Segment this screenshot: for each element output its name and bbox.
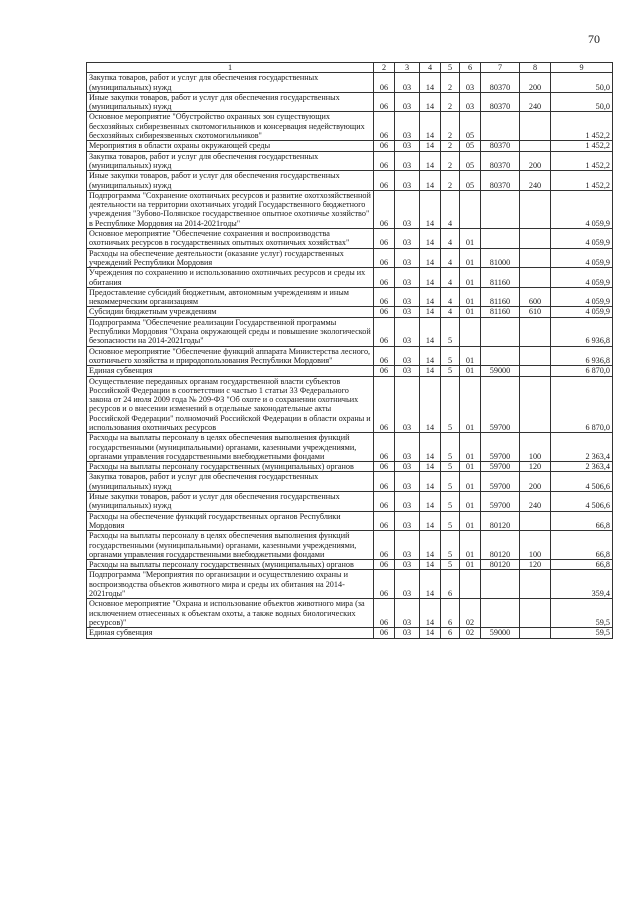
cell-amount: 1 452,2	[551, 112, 613, 141]
row-name: Основное мероприятие "Обеспечение функций аппарата Министерства лесного, охотничьего хозяйства и природопользования Республики Мордовия"	[87, 346, 374, 366]
cell-code: 03	[395, 346, 420, 366]
cell-code	[481, 229, 520, 249]
cell-code: 81160	[481, 287, 520, 307]
cell-code: 03	[395, 570, 420, 599]
cell-code: 14	[420, 462, 441, 472]
row-name: Учреждения по сохранению и использованию охотничьих ресурсов и среды их обитания	[87, 268, 374, 288]
row-name: Расходы на обеспечение деятельности (оказание услуг) государственных учреждений Республики Мордовия	[87, 248, 374, 268]
cell-amount: 50,0	[551, 73, 613, 93]
cell-code: 14	[420, 599, 441, 628]
cell-code: 02	[460, 599, 481, 628]
cell-code: 03	[395, 599, 420, 628]
cell-code: 14	[420, 560, 441, 570]
cell-code: 14	[420, 287, 441, 307]
cell-amount: 6 870,0	[551, 366, 613, 376]
cell-code: 01	[460, 366, 481, 376]
cell-code: 2	[441, 73, 460, 93]
cell-code: 80120	[481, 531, 520, 560]
column-header: 7	[481, 63, 520, 73]
cell-code	[481, 112, 520, 141]
cell-code	[520, 511, 551, 531]
cell-code: 200	[520, 472, 551, 492]
row-name: Расходы на выплаты персоналу в целях обеспечения выполнения функций государственными (муниципальными) органами, казенными учреждениями, органами управления государственными внебюджетными фондами	[87, 433, 374, 462]
cell-code: 5	[441, 531, 460, 560]
cell-code: 03	[395, 628, 420, 638]
column-header: 5	[441, 63, 460, 73]
cell-code: 5	[441, 472, 460, 492]
cell-code: 06	[374, 141, 395, 151]
cell-code: 6	[441, 570, 460, 599]
cell-code: 05	[460, 171, 481, 191]
cell-code: 03	[395, 171, 420, 191]
row-name: Предоставление субсидий бюджетным, автономным учреждениям и иным некоммерческим организациям	[87, 287, 374, 307]
cell-code: 59000	[481, 628, 520, 638]
column-header: 1	[87, 63, 374, 73]
cell-code: 03	[395, 92, 420, 112]
cell-code	[481, 346, 520, 366]
cell-code: 06	[374, 531, 395, 560]
cell-code: 81160	[481, 268, 520, 288]
table-row	[87, 151, 613, 171]
cell-amount: 4 506,6	[551, 472, 613, 492]
cell-code: 2	[441, 141, 460, 151]
cell-code: 100	[520, 531, 551, 560]
table-row	[87, 248, 613, 268]
cell-code: 6	[441, 599, 460, 628]
row-name: Единая субвенция	[87, 628, 374, 638]
table-row	[87, 229, 613, 249]
cell-code: 05	[460, 112, 481, 141]
cell-code: 14	[420, 472, 441, 492]
cell-code: 14	[420, 317, 441, 346]
row-name: Подпрограмма "Обеспечение реализации Государственной программы Республики Мордовия "Охрана окружающей среды и повышение экологической безопасности на 2014-2021годы"	[87, 317, 374, 346]
cell-code: 01	[460, 229, 481, 249]
cell-amount: 359,4	[551, 570, 613, 599]
cell-code: 06	[374, 317, 395, 346]
row-name: Иные закупки товаров, работ и услуг для обеспечения государственных (муниципальных) нужд	[87, 92, 374, 112]
cell-code	[520, 376, 551, 433]
cell-code: 14	[420, 531, 441, 560]
cell-code: 200	[520, 73, 551, 93]
cell-code: 05	[460, 151, 481, 171]
cell-code: 14	[420, 92, 441, 112]
cell-code: 80120	[481, 560, 520, 570]
table-row	[87, 560, 613, 570]
cell-amount: 1 452,2	[551, 171, 613, 191]
row-name: Иные закупки товаров, работ и услуг для обеспечения государственных (муниципальных) нужд	[87, 171, 374, 191]
cell-code: 59700	[481, 492, 520, 512]
cell-code: 06	[374, 112, 395, 141]
cell-code: 03	[395, 190, 420, 228]
cell-code: 01	[460, 531, 481, 560]
row-name: Закупка товаров, работ и услуг для обеспечения государственных (муниципальных) нужд	[87, 472, 374, 492]
cell-code: 01	[460, 307, 481, 317]
cell-code: 03	[395, 492, 420, 512]
cell-code	[520, 628, 551, 638]
cell-code: 610	[520, 307, 551, 317]
column-header: 6	[460, 63, 481, 73]
cell-amount: 1 452,2	[551, 151, 613, 171]
cell-code: 06	[374, 92, 395, 112]
cell-code: 81000	[481, 248, 520, 268]
cell-code: 06	[374, 73, 395, 93]
column-header: 3	[395, 63, 420, 73]
cell-code: 03	[395, 560, 420, 570]
cell-code: 03	[395, 112, 420, 141]
cell-code: 03	[395, 472, 420, 492]
cell-code: 200	[520, 151, 551, 171]
cell-code: 14	[420, 376, 441, 433]
cell-code: 14	[420, 492, 441, 512]
table-row	[87, 472, 613, 492]
cell-code	[520, 346, 551, 366]
cell-code: 14	[420, 151, 441, 171]
row-name: Подпрограмма "Мероприятия по организации и осуществлению охраны и воспроизводства объектов животного мира и среды их обитания на 2014-2021годы"	[87, 570, 374, 599]
table-row	[87, 268, 613, 288]
cell-code: 01	[460, 472, 481, 492]
row-name: Расходы на выплаты персоналу государственных (муниципальных) органов	[87, 560, 374, 570]
cell-code: 06	[374, 366, 395, 376]
cell-code: 59700	[481, 376, 520, 433]
cell-code: 14	[420, 141, 441, 151]
cell-code: 01	[460, 248, 481, 268]
cell-code: 03	[460, 92, 481, 112]
table-row	[87, 366, 613, 376]
row-name: Осуществление переданных органам государственной власти субъектов Российской Федерации в соответствии с частью 1 статьи 33 Федерального закона от 24 июля 2009 года № 209-ФЗ "Об охоте и о сохранении охотничьих ресурсов и о внесении изменений в отдельные законодательные акты Российской Федерации" полномочий Российской Федерации в области охраны и использования охотничьих ресурсов	[87, 376, 374, 433]
cell-code: 100	[520, 433, 551, 462]
cell-code: 06	[374, 492, 395, 512]
row-name: Основное мероприятие "Обустройство охранных зон существующих бесхозяйных сибирезвенных скотомогильников и консервация недействующих бесхозяйных сибиреязвенных скотомогильников"	[87, 112, 374, 141]
cell-code: 14	[420, 112, 441, 141]
cell-code: 14	[420, 248, 441, 268]
cell-code: 14	[420, 307, 441, 317]
table-body	[87, 73, 613, 638]
cell-code: 06	[374, 376, 395, 433]
table-row	[87, 376, 613, 433]
table-row	[87, 317, 613, 346]
cell-code	[520, 268, 551, 288]
cell-code: 4	[441, 190, 460, 228]
cell-code	[520, 599, 551, 628]
cell-code: 06	[374, 171, 395, 191]
cell-code: 03	[395, 141, 420, 151]
cell-code: 03	[395, 268, 420, 288]
column-header: 2	[374, 63, 395, 73]
cell-amount: 4 506,6	[551, 492, 613, 512]
cell-code	[481, 317, 520, 346]
cell-code: 80370	[481, 73, 520, 93]
table-row	[87, 73, 613, 93]
row-name: Основное мероприятие "Охрана и использование объектов животного мира (за исключением отнесенных к объектам охоты, а также водных биологических ресурсов)"	[87, 599, 374, 628]
cell-code: 14	[420, 190, 441, 228]
table-row	[87, 287, 613, 307]
cell-code: 80370	[481, 151, 520, 171]
row-name: Закупка товаров, работ и услуг для обеспечения государственных (муниципальных) нужд	[87, 151, 374, 171]
cell-code: 240	[520, 171, 551, 191]
row-name: Основное мероприятие "Обеспечение сохранения и воспроизводства охотничьих ресурсов в государственных опытных охотничьих хозяйствах"	[87, 229, 374, 249]
cell-code	[520, 141, 551, 151]
table-row	[87, 599, 613, 628]
cell-amount: 4 059,9	[551, 248, 613, 268]
cell-code: 5	[441, 560, 460, 570]
table-row	[87, 346, 613, 366]
cell-code: 240	[520, 92, 551, 112]
cell-amount: 4 059,9	[551, 287, 613, 307]
cell-code: 01	[460, 560, 481, 570]
cell-code: 4	[441, 287, 460, 307]
table-row	[87, 570, 613, 599]
cell-code	[460, 190, 481, 228]
cell-code	[520, 229, 551, 249]
cell-code: 5	[441, 317, 460, 346]
cell-code	[481, 190, 520, 228]
cell-code: 80370	[481, 92, 520, 112]
cell-code: 5	[441, 376, 460, 433]
cell-code: 5	[441, 511, 460, 531]
cell-code: 06	[374, 472, 395, 492]
cell-code: 2	[441, 112, 460, 141]
row-name: Расходы на обеспечение функций государственных органов Республики Мордовия	[87, 511, 374, 531]
row-name: Единая субвенция	[87, 366, 374, 376]
cell-code: 06	[374, 268, 395, 288]
cell-code	[481, 599, 520, 628]
cell-amount: 4 059,9	[551, 190, 613, 228]
cell-code: 03	[395, 151, 420, 171]
page-number: 70	[588, 32, 600, 46]
table-row	[87, 628, 613, 638]
cell-code: 01	[460, 511, 481, 531]
table-row	[87, 492, 613, 512]
cell-code: 03	[395, 73, 420, 93]
cell-code: 80370	[481, 141, 520, 151]
cell-amount: 6 936,8	[551, 346, 613, 366]
cell-code: 03	[395, 433, 420, 462]
cell-code: 4	[441, 229, 460, 249]
row-name: Иные закупки товаров, работ и услуг для обеспечения государственных (муниципальных) нужд	[87, 492, 374, 512]
cell-code: 14	[420, 171, 441, 191]
cell-code	[520, 112, 551, 141]
table-row	[87, 141, 613, 151]
cell-code	[481, 570, 520, 599]
row-name: Расходы на выплаты персоналу в целях обеспечения выполнения функций государственными (муниципальными) органами, казенными учреждениями, органами управления государственными внебюджетными фондами	[87, 531, 374, 560]
cell-code	[520, 248, 551, 268]
cell-code: 06	[374, 570, 395, 599]
cell-code: 14	[420, 628, 441, 638]
cell-code: 01	[460, 492, 481, 512]
cell-code: 01	[460, 346, 481, 366]
cell-code: 5	[441, 366, 460, 376]
cell-code: 03	[395, 511, 420, 531]
column-header: 4	[420, 63, 441, 73]
cell-code: 03	[395, 287, 420, 307]
cell-code: 06	[374, 462, 395, 472]
cell-code: 03	[395, 229, 420, 249]
cell-code: 01	[460, 268, 481, 288]
cell-amount: 59,5	[551, 628, 613, 638]
cell-amount: 2 363,4	[551, 462, 613, 472]
cell-code: 14	[420, 73, 441, 93]
cell-amount: 4 059,9	[551, 268, 613, 288]
cell-code: 14	[420, 229, 441, 249]
row-name: Мероприятия в области охраны окружающей среды	[87, 141, 374, 151]
cell-code: 59700	[481, 472, 520, 492]
cell-code: 59000	[481, 366, 520, 376]
cell-amount: 6 936,8	[551, 317, 613, 346]
cell-code: 06	[374, 599, 395, 628]
cell-code	[460, 317, 481, 346]
cell-code	[520, 317, 551, 346]
cell-amount: 2 363,4	[551, 433, 613, 462]
row-name: Расходы на выплаты персоналу государственных (муниципальных) органов	[87, 462, 374, 472]
cell-code: 2	[441, 171, 460, 191]
cell-code: 01	[460, 376, 481, 433]
cell-code: 06	[374, 248, 395, 268]
cell-amount: 66,8	[551, 511, 613, 531]
cell-amount: 66,8	[551, 531, 613, 560]
cell-code: 4	[441, 248, 460, 268]
cell-code: 03	[395, 462, 420, 472]
row-name: Субсидии бюджетным учреждениям	[87, 307, 374, 317]
cell-code: 14	[420, 366, 441, 376]
cell-code: 5	[441, 346, 460, 366]
cell-code: 600	[520, 287, 551, 307]
table-row	[87, 307, 613, 317]
row-name: Подпрограмма "Сохранение охотничьих ресурсов и развитие охотхозяйственной деятельности на территории охотничьих угодий Государственного бюджетного учреждения "Зубово-Полянское государственное опытное охотничье хозяйство" в Республике Мордовия на 2014-2021годы"	[87, 190, 374, 228]
cell-code: 03	[395, 366, 420, 376]
table-row	[87, 190, 613, 228]
cell-code: 02	[460, 628, 481, 638]
cell-code: 2	[441, 92, 460, 112]
cell-code: 14	[420, 346, 441, 366]
cell-code: 14	[420, 268, 441, 288]
column-header: 9	[551, 63, 613, 73]
table-row	[87, 433, 613, 462]
cell-code: 240	[520, 492, 551, 512]
cell-amount: 59,5	[551, 599, 613, 628]
cell-code: 2	[441, 151, 460, 171]
cell-code: 80370	[481, 171, 520, 191]
column-header: 8	[520, 63, 551, 73]
cell-code: 06	[374, 229, 395, 249]
cell-code: 59700	[481, 462, 520, 472]
cell-amount: 1 452,2	[551, 141, 613, 151]
cell-code: 14	[420, 433, 441, 462]
cell-code: 06	[374, 433, 395, 462]
cell-code: 5	[441, 492, 460, 512]
table-row	[87, 531, 613, 560]
cell-code	[520, 190, 551, 228]
cell-code: 03	[395, 531, 420, 560]
cell-code: 03	[395, 317, 420, 346]
cell-code: 59700	[481, 433, 520, 462]
cell-code: 06	[374, 511, 395, 531]
cell-code: 06	[374, 151, 395, 171]
cell-code: 06	[374, 628, 395, 638]
table-header-row	[87, 63, 613, 73]
cell-code: 4	[441, 268, 460, 288]
table-row	[87, 511, 613, 531]
cell-amount: 4 059,9	[551, 229, 613, 249]
cell-amount: 4 059,9	[551, 307, 613, 317]
budget-table	[86, 62, 613, 639]
cell-code: 06	[374, 190, 395, 228]
cell-code: 03	[395, 248, 420, 268]
row-name: Закупка товаров, работ и услуг для обеспечения государственных (муниципальных) нужд	[87, 73, 374, 93]
cell-code: 06	[374, 560, 395, 570]
cell-amount: 6 870,0	[551, 376, 613, 433]
cell-code: 6	[441, 628, 460, 638]
cell-code: 14	[420, 570, 441, 599]
cell-code	[460, 570, 481, 599]
table-row	[87, 112, 613, 141]
cell-code: 5	[441, 433, 460, 462]
cell-code: 03	[395, 307, 420, 317]
cell-code: 01	[460, 462, 481, 472]
cell-code: 03	[460, 73, 481, 93]
table-row	[87, 462, 613, 472]
cell-code: 01	[460, 287, 481, 307]
cell-code: 03	[395, 376, 420, 433]
cell-amount: 66,8	[551, 560, 613, 570]
cell-code: 5	[441, 462, 460, 472]
cell-code: 4	[441, 307, 460, 317]
cell-amount: 50,0	[551, 92, 613, 112]
cell-code: 120	[520, 560, 551, 570]
cell-code: 06	[374, 346, 395, 366]
cell-code: 06	[374, 307, 395, 317]
cell-code: 01	[460, 433, 481, 462]
cell-code: 120	[520, 462, 551, 472]
cell-code: 81160	[481, 307, 520, 317]
cell-code: 06	[374, 287, 395, 307]
cell-code: 05	[460, 141, 481, 151]
cell-code: 14	[420, 511, 441, 531]
cell-code: 80120	[481, 511, 520, 531]
table-row	[87, 92, 613, 112]
cell-code	[520, 366, 551, 376]
cell-code	[520, 570, 551, 599]
table-row	[87, 171, 613, 191]
